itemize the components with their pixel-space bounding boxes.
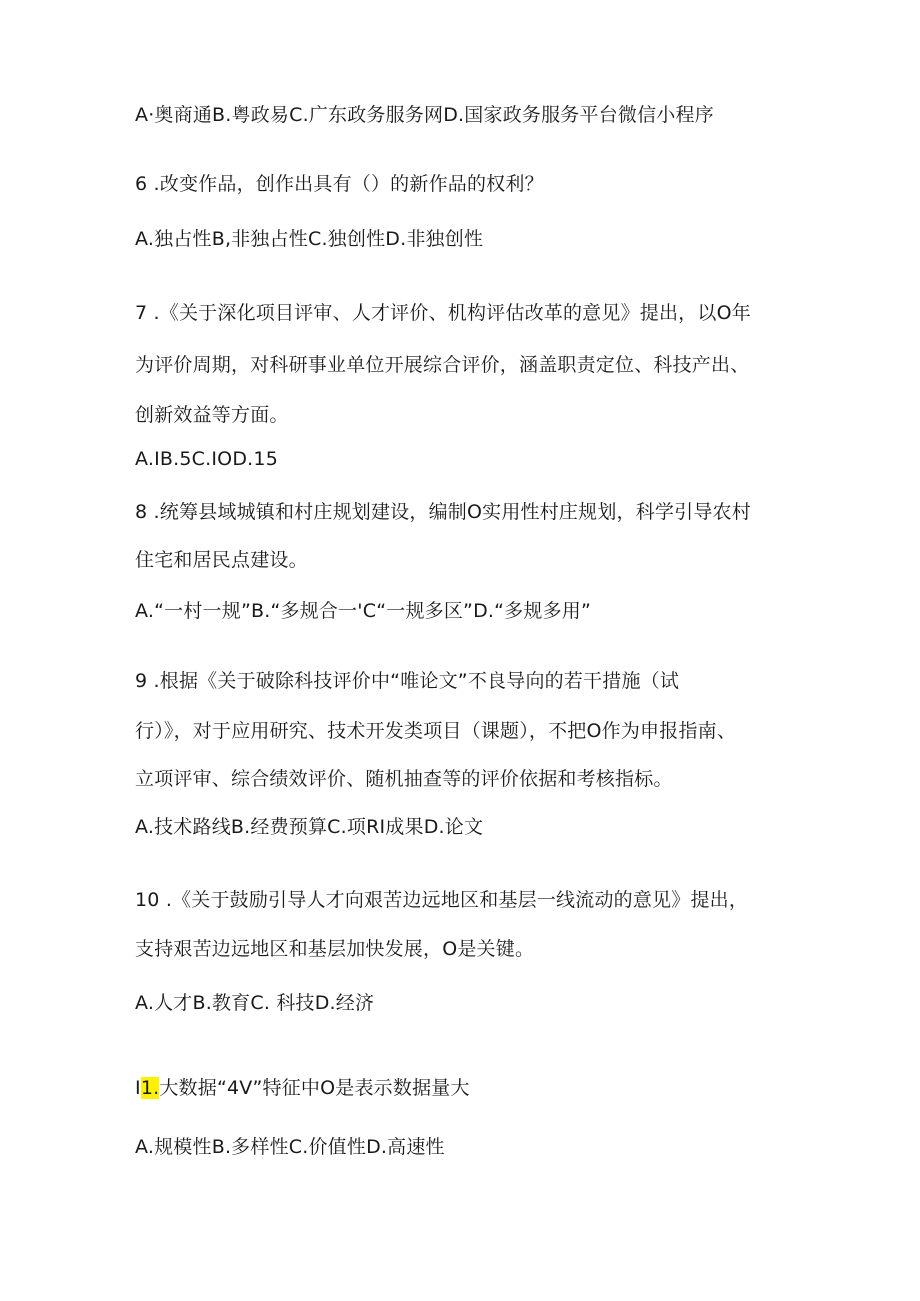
question-10-line-2: 支持艰苦边远地区和基层加快发展，O是关键。 <box>135 938 535 960</box>
question-7-line-1: 7 .《关于深化项目评审、人才评价、机构评估改革的意见》提出，以O年 <box>135 302 751 324</box>
question-11-text: 大数据“4V”特征中O是表示数据量大 <box>159 1077 470 1099</box>
question-11-number-highlight: 1. <box>140 1077 160 1099</box>
question-8-line-2: 住宅和居民点建设。 <box>135 549 308 571</box>
options-q5: A·奥商通B.粤政易C.广东政务服务网D.国家政务服务平台微信小程序 <box>135 104 714 126</box>
question-11-prefix: I <box>135 1077 141 1099</box>
options-q11: A.规模性B.多样性C.价值性D.高速性 <box>135 1136 445 1158</box>
question-6: 6 .改变作品，创作出具有（）的新作品的权利？ <box>135 173 544 195</box>
options-q7: A.IB.5C.IOD.15 <box>135 448 278 470</box>
question-10-line-1: 10 .《关于鼓励引导人才向艰苦边远地区和基层一线流动的意见》提出， <box>135 889 749 911</box>
question-9-line-3: 立项评审、综合绩效评价、随机抽查等的评价依据和考核指标。 <box>135 768 673 790</box>
question-7-line-3: 创新效益等方面。 <box>135 404 289 426</box>
options-q10: A.人才B.教育C. 科技D.经济 <box>135 992 375 1014</box>
question-8-line-1: 8 .统筹县域城镇和村庄规划建设，编制O实用性村庄规划，科学引导农村 <box>135 501 751 523</box>
question-7-line-2: 为评价周期，对科研事业单位开展综合评价，涵盖职责定位、科技产出、 <box>135 354 750 376</box>
options-q8: A.“一村一规”B.“多规合一'C“一规多区”D.“多规多用” <box>135 600 592 622</box>
options-q9: A.技术路线B.经费预算C.项RI成果D.论文 <box>135 816 484 838</box>
options-q6: A.独占性B,非独占性C.独创性D.非独创性 <box>135 228 484 250</box>
question-9-line-2: 行）》，对于应用研究、技术开发类项目（课题），不把O作为申报指南、 <box>135 720 737 742</box>
question-11 <box>135 1076 470 1100</box>
question-9-line-1: 9 .根据《关于破除科技评价中“唯论文”不良导向的若干措施（试 <box>135 670 680 692</box>
